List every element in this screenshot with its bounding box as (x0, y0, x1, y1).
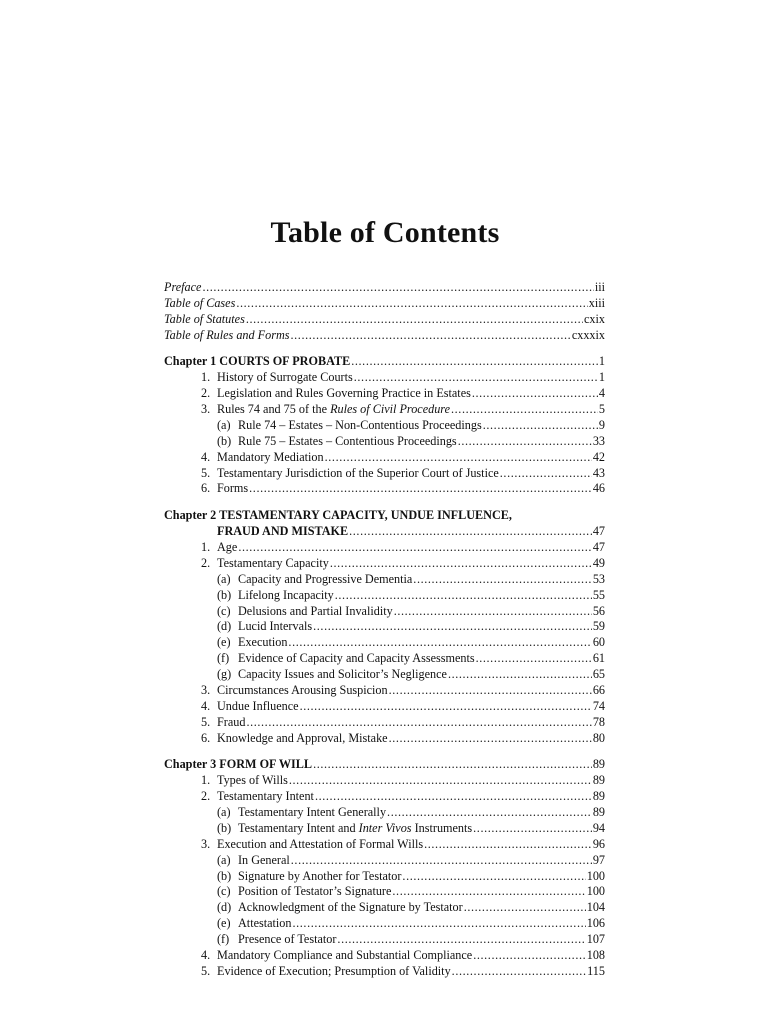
entry-title (217, 821, 472, 837)
leader-dots (389, 731, 592, 747)
entry-text: Circumstances Arousing Suspicion (217, 682, 388, 697)
leader-dots (394, 604, 592, 620)
entry-title (217, 434, 457, 450)
leader-dots (249, 481, 592, 497)
toc-section (164, 370, 605, 386)
chapter-heading (164, 354, 605, 370)
entry-text: Legislation and Rules Governing Practice in Estates (217, 386, 471, 401)
page-number: 94 (592, 820, 605, 835)
page-number: 1 (598, 370, 605, 385)
entry-text: Mandatory Compliance and Substantial Compliance (217, 948, 473, 963)
page-number: 78 (592, 714, 605, 729)
entry-number: (d) (217, 900, 232, 915)
entry-text: Presence of Testator (238, 932, 337, 947)
entry-text: Signature by Another for Testator (238, 868, 402, 883)
entry-title (201, 699, 299, 715)
entry-text: Types of Wills (217, 773, 288, 788)
toc-section (164, 466, 605, 482)
page-number: 107 (586, 932, 605, 947)
entry-text: Rule 74 – Estates – Non-Contentious Proceedings (238, 417, 482, 432)
entry-title (217, 667, 447, 683)
page-number: 74 (592, 698, 605, 713)
leader-dots (354, 370, 598, 386)
toc-subsection (164, 635, 605, 651)
entry-number: 3. (201, 682, 211, 697)
entry-title (217, 588, 334, 604)
entry-number: 5. (201, 963, 211, 978)
entry-title (217, 869, 401, 885)
leader-dots (413, 572, 592, 588)
page-number: 56 (592, 603, 605, 618)
leader-dots (291, 853, 592, 869)
leader-dots (402, 869, 585, 885)
entry-title (201, 370, 353, 386)
leader-dots (337, 932, 585, 948)
toc-subsection (164, 572, 605, 588)
leader-dots (330, 556, 592, 572)
toc-section (164, 450, 605, 466)
entry-title: Table of Rules and Forms (164, 327, 290, 342)
toc-section (164, 789, 605, 805)
entry-number: (b) (217, 587, 232, 602)
page-number: 59 (592, 619, 605, 634)
toc-section (164, 773, 605, 789)
chapter-label: Chapter 2 (164, 508, 217, 523)
page-number: 9 (598, 417, 605, 432)
chapter-title: FORM OF WILL (219, 757, 313, 772)
entry-number: (b) (217, 820, 232, 835)
entry-title (217, 619, 312, 635)
page-number: 100 (586, 884, 605, 899)
leader-dots (500, 466, 592, 482)
chapter-heading (164, 508, 605, 524)
entry-number: (g) (217, 667, 232, 682)
entry-number: (a) (217, 417, 231, 432)
page-number: 42 (592, 449, 605, 464)
page-number: 49 (592, 555, 605, 570)
page-number: 100 (586, 868, 605, 883)
toc-subsection (164, 619, 605, 635)
page-number: cxxxix (571, 327, 605, 342)
entry-number: 6. (201, 730, 211, 745)
entry-number: (a) (217, 805, 231, 819)
entry-title (201, 731, 388, 747)
leader-dots (202, 280, 593, 296)
chapter-title-line2: FRAUD AND MISTAKE (217, 524, 349, 539)
chapter-title: TESTAMENTARY CAPACITY, UNDUE INFLUENCE, (219, 508, 512, 523)
page-number: 89 (592, 805, 605, 819)
leader-dots (315, 789, 592, 805)
entry-text: Capacity Issues and Solicitor’s Negligence (238, 667, 447, 682)
chapter-title: COURTS OF PROBATE (219, 354, 351, 369)
leader-dots (472, 386, 598, 402)
page-number: 55 (592, 587, 605, 602)
entry-text: Capacity and Progressive Dementia (238, 571, 413, 586)
chapter-heading-continued (164, 524, 605, 540)
entry-title (201, 948, 472, 964)
entry-title (201, 715, 245, 731)
leader-dots (289, 773, 592, 789)
entry-number: (f) (217, 651, 230, 666)
entry-title (217, 805, 386, 821)
page-number: 66 (592, 682, 605, 697)
page-number: 46 (592, 481, 605, 496)
entry-number: 6. (201, 481, 211, 496)
leader-dots (288, 635, 591, 651)
page-number: 89 (592, 757, 605, 772)
entry-number: 5. (201, 465, 211, 480)
entry-text: Execution and Attestation of Formal Wills (217, 836, 424, 851)
entry-text: Mandatory Mediation (217, 449, 324, 464)
page-number: 96 (592, 836, 605, 851)
leader-dots (389, 683, 592, 699)
entry-text: Undue Influence (217, 698, 299, 713)
page-number: 60 (592, 635, 605, 650)
entry-text: Lifelong Incapacity (238, 587, 334, 602)
entry-number: (b) (217, 868, 232, 883)
entry-title (201, 773, 288, 789)
leader-dots (349, 524, 592, 540)
entry-title: Preface (164, 280, 202, 294)
entry-text: Testamentary Intent (217, 789, 314, 804)
entry-title (201, 789, 314, 805)
leader-dots (392, 884, 585, 900)
toc-section (164, 964, 605, 980)
page-number: 33 (592, 433, 605, 448)
leader-dots (451, 402, 598, 418)
entry-text-italic: Rules of Civil Procedure (330, 402, 450, 417)
toc-section (164, 837, 605, 853)
entry-number: (a) (217, 571, 231, 586)
toc-entry-front-matter (164, 280, 605, 296)
leader-dots (313, 757, 592, 773)
entry-text: History of Surrogate Courts (217, 370, 353, 385)
entry-text: Fraud (217, 714, 246, 729)
page-number: 97 (592, 852, 605, 867)
leader-dots (292, 916, 585, 932)
entry-title (217, 418, 482, 434)
toc-section (164, 731, 605, 747)
entry-title (217, 916, 291, 932)
toc-subsection (164, 434, 605, 450)
entry-title (217, 572, 412, 588)
toc-subsection (164, 900, 605, 916)
page-number: 106 (586, 916, 605, 931)
entry-number: 5. (201, 714, 211, 729)
entry-text: Testamentary Intent Generally (238, 805, 387, 819)
leader-dots (387, 805, 592, 821)
page-number: 89 (592, 773, 605, 788)
leader-dots (238, 540, 592, 556)
toc-entry-front-matter (164, 296, 605, 312)
entry-number: (f) (217, 932, 230, 947)
leader-dots (291, 328, 571, 344)
entry-title (201, 481, 248, 497)
entry-number: (b) (217, 433, 232, 448)
page-number: iii (594, 280, 605, 294)
entry-text: Rules 74 and 75 of the (217, 402, 331, 417)
toc-section (164, 715, 605, 731)
toc-subsection (164, 821, 605, 837)
chapter-heading-text (164, 354, 350, 370)
toc-subsection (164, 884, 605, 900)
entry-number: 3. (201, 836, 211, 851)
entry-text: Testamentary Capacity (217, 555, 329, 570)
page-number: xiii (588, 295, 605, 310)
page-number: 47 (592, 524, 605, 539)
entry-number: (c) (217, 603, 231, 618)
toc-entry-front-matter (164, 328, 605, 344)
entry-text-after: Instruments (411, 820, 473, 835)
entry-number: 1. (201, 773, 211, 788)
page-number: 115 (587, 963, 605, 978)
chapter-heading-text (164, 757, 312, 773)
entry-number: 1. (201, 539, 211, 554)
toc-subsection (164, 651, 605, 667)
entry-number: 3. (201, 402, 211, 417)
toc-subsection (164, 869, 605, 885)
entry-number: 4. (201, 698, 211, 713)
entry-text: Rule 75 – Estates – Contentious Proceedings (238, 433, 457, 448)
toc-section (164, 556, 605, 572)
leader-dots (483, 418, 598, 434)
entry-text: Delusions and Partial Invalidity (238, 603, 393, 618)
entry-number: 1. (201, 370, 211, 385)
entry-number: (c) (217, 884, 231, 899)
leader-dots (448, 667, 592, 683)
entry-title (201, 683, 388, 699)
page-number: 104 (586, 900, 605, 915)
entry-text: Acknowledgment of the Signature by Testator (238, 900, 463, 915)
toc-section (164, 402, 605, 418)
leader-dots (351, 354, 598, 370)
leader-dots (313, 619, 592, 635)
entry-text: Evidence of Capacity and Capacity Assessments (238, 651, 475, 666)
leader-dots (335, 588, 592, 604)
entry-title (217, 635, 287, 651)
leader-dots (452, 964, 586, 980)
entry-text: Knowledge and Approval, Mistake (217, 730, 388, 745)
toc-subsection (164, 805, 605, 821)
leader-dots (473, 948, 586, 964)
toc-subsection (164, 588, 605, 604)
entry-text-italic: Inter Vivos (358, 820, 412, 835)
page-number: 108 (586, 948, 605, 963)
page-number: cxix (584, 311, 605, 326)
page-number: 80 (592, 730, 605, 745)
page-number: 1 (598, 354, 605, 369)
page-title: Table of Contents (270, 216, 500, 249)
leader-dots (464, 900, 586, 916)
page-number: 53 (592, 571, 605, 586)
page-number: 89 (592, 789, 605, 804)
toc-subsection (164, 604, 605, 620)
toc-section (164, 540, 605, 556)
entry-title (201, 466, 499, 482)
leader-dots (236, 296, 587, 312)
entry-title (217, 932, 336, 948)
leader-dots (473, 821, 592, 837)
entry-text: Execution (238, 635, 288, 650)
entry-text: Age (217, 539, 238, 554)
entry-text: Attestation (238, 916, 292, 931)
entry-text: Position of Testator’s Signature (238, 884, 392, 899)
entry-number: (e) (217, 916, 231, 931)
entry-number: 2. (201, 386, 211, 401)
entry-title (201, 450, 324, 466)
entry-title (217, 884, 391, 900)
page-number: 47 (592, 539, 605, 554)
leader-dots (300, 699, 592, 715)
chapter-label: Chapter 1 (164, 354, 217, 369)
chapter-heading (164, 757, 605, 773)
entry-title (217, 604, 393, 620)
toc-subsection (164, 932, 605, 948)
leader-dots (476, 651, 592, 667)
toc-subsection (164, 853, 605, 869)
entry-title: Table of Cases (164, 295, 236, 310)
leader-dots (325, 450, 592, 466)
entry-title (201, 402, 450, 418)
chapter-heading-text (164, 508, 512, 524)
toc-section (164, 481, 605, 497)
chapter-label: Chapter 3 (164, 757, 217, 772)
entry-title: Table of Statutes (164, 311, 245, 326)
entry-title (201, 540, 237, 556)
entry-number: (d) (217, 619, 232, 634)
entry-number: (e) (217, 635, 231, 650)
entry-title (201, 837, 423, 853)
toc-entry-front-matter (164, 312, 605, 328)
entry-number: 2. (201, 789, 211, 804)
leader-dots (246, 312, 583, 328)
entry-number: 4. (201, 948, 211, 963)
toc-subsection (164, 916, 605, 932)
entry-text: Testamentary Jurisdiction of the Superior Court of Justice (217, 465, 499, 480)
entry-text: Testamentary Intent and (238, 820, 359, 835)
entry-text: Evidence of Execution; Presumption of Validity (217, 963, 451, 978)
entry-text: Lucid Intervals (238, 619, 313, 634)
entry-title (201, 386, 471, 402)
entry-number: 4. (201, 449, 211, 464)
entry-text: Forms (217, 481, 249, 496)
entry-title (201, 556, 329, 572)
toc-section (164, 699, 605, 715)
toc-section (164, 386, 605, 402)
leader-dots (424, 837, 592, 853)
toc-section (164, 948, 605, 964)
toc-subsection (164, 418, 605, 434)
leader-dots (246, 715, 591, 731)
page-number: 61 (592, 651, 605, 666)
entry-title (217, 651, 475, 667)
leader-dots (458, 434, 592, 450)
entry-title (217, 900, 463, 916)
toc-subsection (164, 667, 605, 683)
toc-section (164, 683, 605, 699)
page-number: 43 (592, 465, 605, 480)
entry-title (217, 853, 290, 869)
page-number: 65 (592, 667, 605, 682)
entry-text: In General (238, 852, 290, 867)
entry-number: 2. (201, 555, 211, 570)
page-number: 4 (598, 386, 605, 401)
entry-title (201, 964, 451, 980)
entry-number: (a) (217, 852, 231, 867)
page-number: 5 (598, 402, 605, 417)
table-of-contents (164, 280, 605, 980)
